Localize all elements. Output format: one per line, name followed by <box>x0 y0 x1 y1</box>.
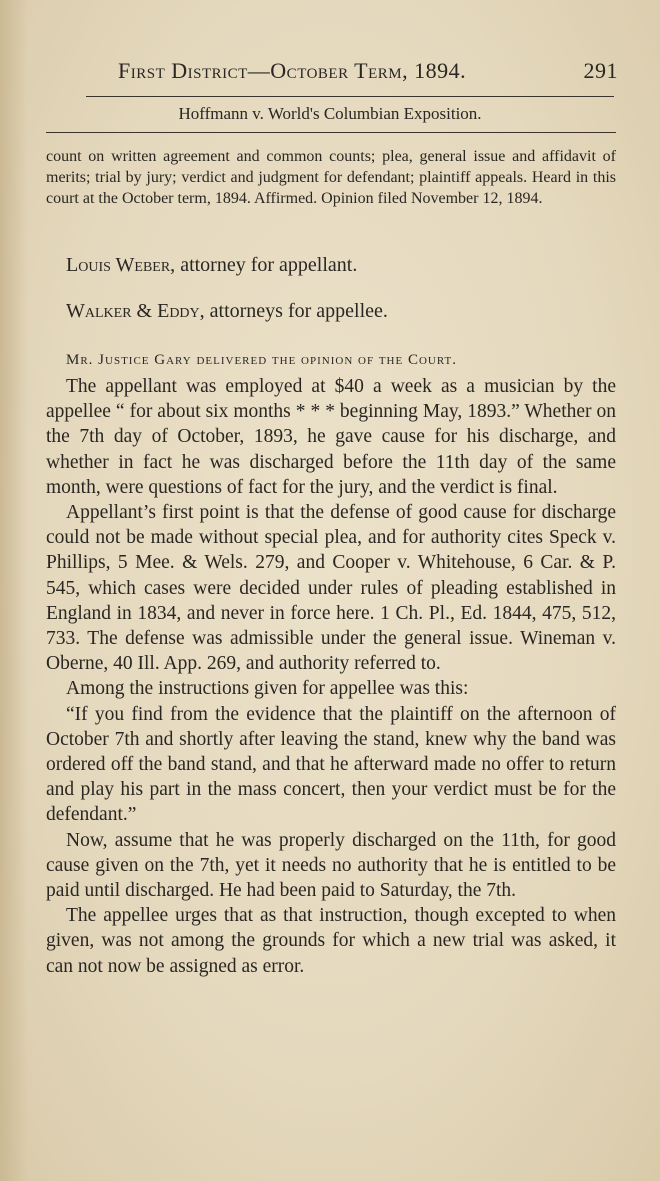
opinion-paragraph: The appellant was employed at $40 a week as a musician by the appellee “ for about six months * * * beginning May, 1893.” Whether on the 7th day of October, 1893, he gave cause for his discharge, and whether in fact he was discharged before the 11th day of the same month, were questions of fact for the jury, and the verdict is final. <box>46 376 616 498</box>
page-number: 291 <box>583 58 618 83</box>
appellant-attorney-name: Louis Weber, <box>66 254 176 276</box>
appellant-attorney-line <box>66 254 626 277</box>
opinion-paragraph: Among the instructions given for appellee was this: <box>66 678 469 700</box>
opinion-paragraph: The appellee urges that as that instruction, though excepted to when given, was not among the grounds for which a new trial was asked, it can not now be assigned as error. <box>46 905 616 977</box>
appellee-attorney-line <box>66 300 626 323</box>
syllabus: count on written agreement and common counts; plea, general issue and affidavit of merits; trial by jury; verdict and judgment for defendant; plaintiff appeals. Heard in this court at the October term, 1894. Affirmed. Opinion filed November 12, 1894. <box>46 148 616 207</box>
opinion-paragraph: “If you find from the evidence that the plaintiff on the afternoon of October 7th and shortly after leaving the stand, knew why the band was ordered off the band stand, and that he afterward made no offer to return and play his part in the mass concert, then your verdict must be for the defendant.” <box>46 703 616 826</box>
running-title: First District—October Term, 1894. <box>118 58 467 83</box>
opinion-paragraph: Appellant’s first point is that the defense of good cause for discharge could not be made without special plea, and for authority cites Speck v. Phillips, 5 Mee. & Wels. 279, and Cooper v. Whitehouse, 6 Car. & P. 545, which cases were decided under rules of pleading established in England in 1834, and never in force here. 1 Ch. Pl., Ed. 1844, 475, 512, 733. The defense was admissible under the general issue. Wineman v. Oberne, 40 Ill. App. 269, and authority referred to. <box>46 502 616 675</box>
opinion-heading: Mr. Justice Gary delivered the opinion of the Court. <box>66 352 458 368</box>
running-head <box>118 58 618 88</box>
page-edge-shadow <box>0 0 28 1181</box>
case-title-rule <box>46 132 616 133</box>
header-rule <box>86 96 614 97</box>
appellant-attorney-role: attorney for appellant. <box>175 254 358 276</box>
case-title: Hoffmann v. World's Columbian Exposition. <box>178 104 482 123</box>
opinion-paragraph: Now, assume that he was properly discharged on the 11th, for good cause given on the 7th, yet it needs no authority that he is entitled to be paid until discharged. He had been paid to Saturday, the 7th. <box>46 829 616 902</box>
appellee-attorney-role: attorneys for appellee. <box>204 300 388 322</box>
appellee-attorney-name: Walker & Eddy, <box>66 300 205 322</box>
opinion-body <box>46 350 616 979</box>
